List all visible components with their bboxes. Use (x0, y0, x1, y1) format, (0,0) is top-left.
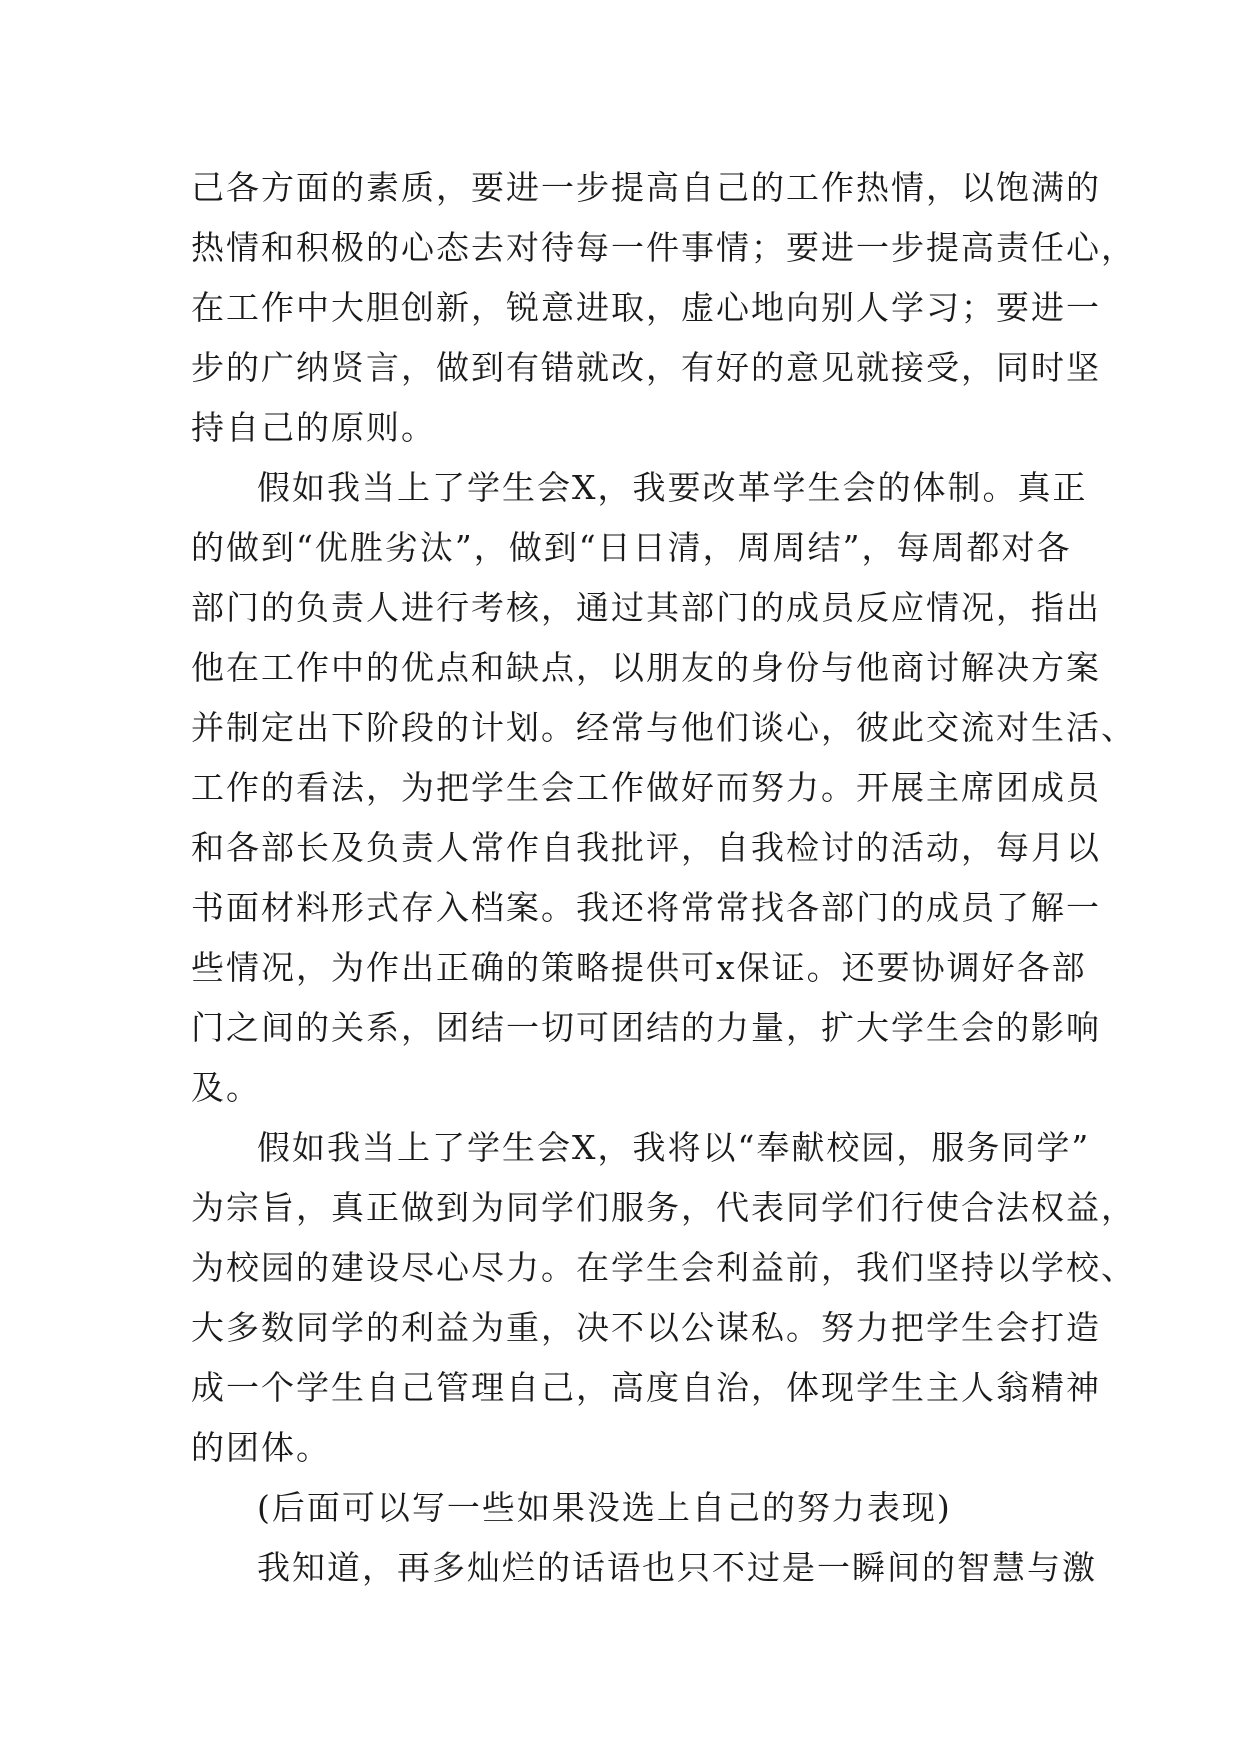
text-line: 的团体。 (191, 1428, 331, 1467)
text-line: 和各部长及负责人常作自我批评，自我检讨的活动，每月以 (191, 828, 1101, 867)
note-line: (后面可以写一些如果没选上自己的努力表现) (257, 1488, 952, 1527)
text-line: 成一个学生自己管理自己，高度自治，体现学生主人翁精神 (191, 1368, 1101, 1407)
text-line: 部门的负责人进行考核，通过其部门的成员反应情况，指出 (191, 588, 1101, 627)
text-line: 及。 (191, 1068, 261, 1107)
text-line: 并制定出下阶段的计划。经常与他们谈心，彼此交流对生活、 (191, 708, 1136, 747)
text-line: 大多数同学的利益为重，决不以公谋私。努力把学生会打造 (191, 1308, 1101, 1347)
text-line: 些情况，为作出正确的策略提供可x保证。还要协调好各部 (191, 948, 1087, 987)
paragraph-start-line: 假如我当上了学生会X，我要改革学生会的体制。真正 (257, 468, 1088, 507)
text-line: 己各方面的素质，要进一步提高自己的工作热情，以饱满的 (191, 168, 1101, 207)
text-line: 的做到“优胜劣汰”，做到“日日清，周周结”，每周都对各 (191, 528, 1072, 567)
text-line: 为宗旨，真正做到为同学们服务，代表同学们行使合法权益， (191, 1188, 1136, 1227)
text-line: 他在工作中的优点和缺点，以朋友的身份与他商讨解决方案 (191, 648, 1101, 687)
text-line: 书面材料形式存入档案。我还将常常找各部门的成员了解一 (191, 888, 1101, 927)
text-line: 热情和积极的心态去对待每一件事情；要进一步提高责任心， (191, 228, 1136, 267)
document-body (191, 158, 1136, 1598)
text-line: 持自己的原则。 (191, 408, 436, 447)
text-line: 工作的看法，为把学生会工作做好而努力。开展主席团成员 (191, 768, 1101, 807)
text-line: 在工作中大胆创新，锐意进取，虚心地向别人学习；要进一 (191, 288, 1101, 327)
text-line: 步的广纳贤言，做到有错就改，有好的意见就接受，同时坚 (191, 348, 1101, 387)
paragraph-start-line: 我知道，再多灿烂的话语也只不过是一瞬间的智慧与激 (257, 1548, 1097, 1587)
text-line: 为校园的建设尽心尽力。在学生会利益前，我们坚持以学校、 (191, 1248, 1136, 1287)
text-line: 门之间的关系，团结一切可团结的力量，扩大学生会的影响 (191, 1008, 1101, 1047)
paragraph-start-line: 假如我当上了学生会X，我将以“奉献校园，服务同学” (257, 1128, 1091, 1167)
